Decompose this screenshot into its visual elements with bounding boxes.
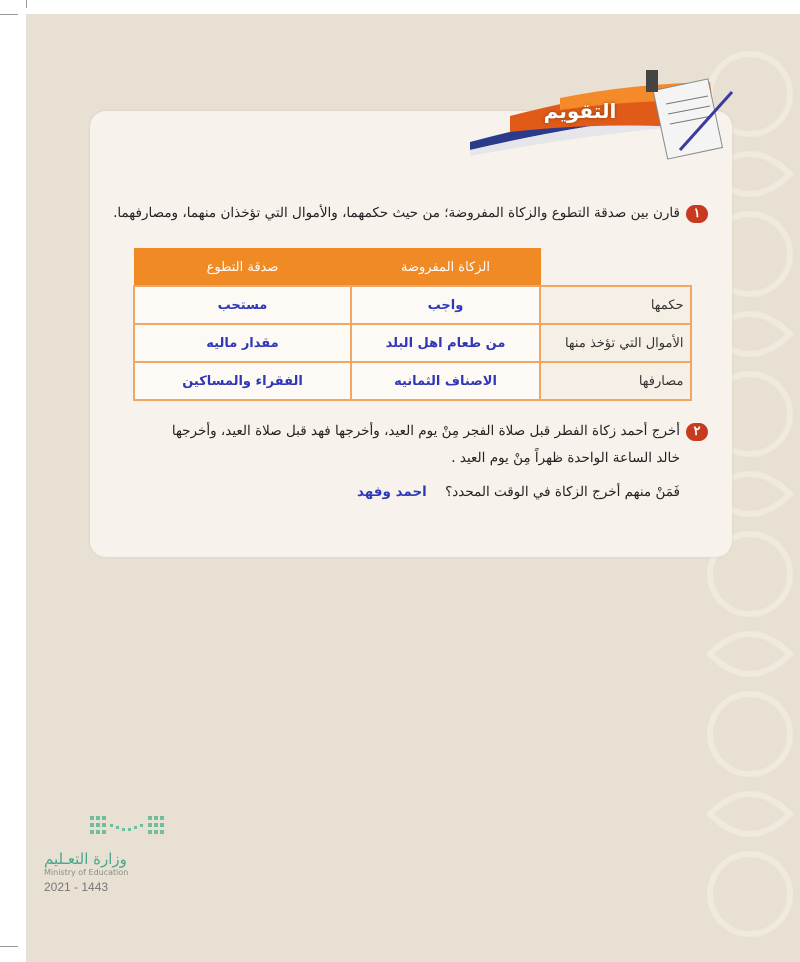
question-2-answer: احمد وفهد [356,484,427,500]
ministry-logo [44,812,184,846]
table-row [134,362,691,400]
ministry-name-english: Ministry of Education [44,868,129,877]
row-label: مصارفها [540,362,691,400]
evaluation-banner [470,70,740,190]
question-2 [88,418,708,444]
answer-cell: مقدار ماليه [134,324,351,362]
answer-cell: الفقراء والمساكين [134,362,351,400]
question-number-badge: ١ [686,205,708,223]
question-1 [88,202,708,224]
comparison-table [133,248,692,401]
row-label: حكمها [540,286,691,324]
table-header-zakat: الزكاة المفروضة [351,249,540,287]
section-title: التقويم [543,99,617,123]
ministry-name-arabic: وزارة التعـليم [44,850,127,868]
crop-mark [0,14,18,15]
edition-year: 2021 - 1443 [44,880,109,894]
question-2-text: أخرج أحمد زكاة الفطر قبل صلاة الفجر مِنْ يوم العيد، وأخرجها فهد قبل صلاة العيد، وأخرجها [171,423,680,439]
question-1-text: قارن بين صدقة التطوع والزكاة المفروضة؛ من حيث حكمهما، والأموال التي تؤخذان منهما، ومصارفهما. [113,205,680,221]
question-number-badge: ٢ [686,423,708,441]
row-label: الأموال التي تؤخذ منها [540,324,691,362]
table-row [134,324,691,362]
answer-cell: مستحب [134,286,351,324]
question-2-question: فَمَنْ منهم أخرج الزكاة في الوقت المحدد؟ [445,484,680,500]
crop-mark [26,0,27,8]
question-2-prompt [80,484,680,500]
answer-cell: من طعام اهل البلد [351,324,540,362]
table-corner [540,249,691,287]
crop-mark [0,946,18,947]
table-header-sadaqa: صدقة التطوع [134,249,351,287]
answer-cell: واجب [351,286,540,324]
paper-pen-icon [646,70,732,159]
table-row [134,286,691,324]
question-2-line2: خالد الساعة الواحدة ظهراً مِنْ يوم العيد . [451,450,680,466]
answer-cell: الاصناف الثمانيه [351,362,540,400]
